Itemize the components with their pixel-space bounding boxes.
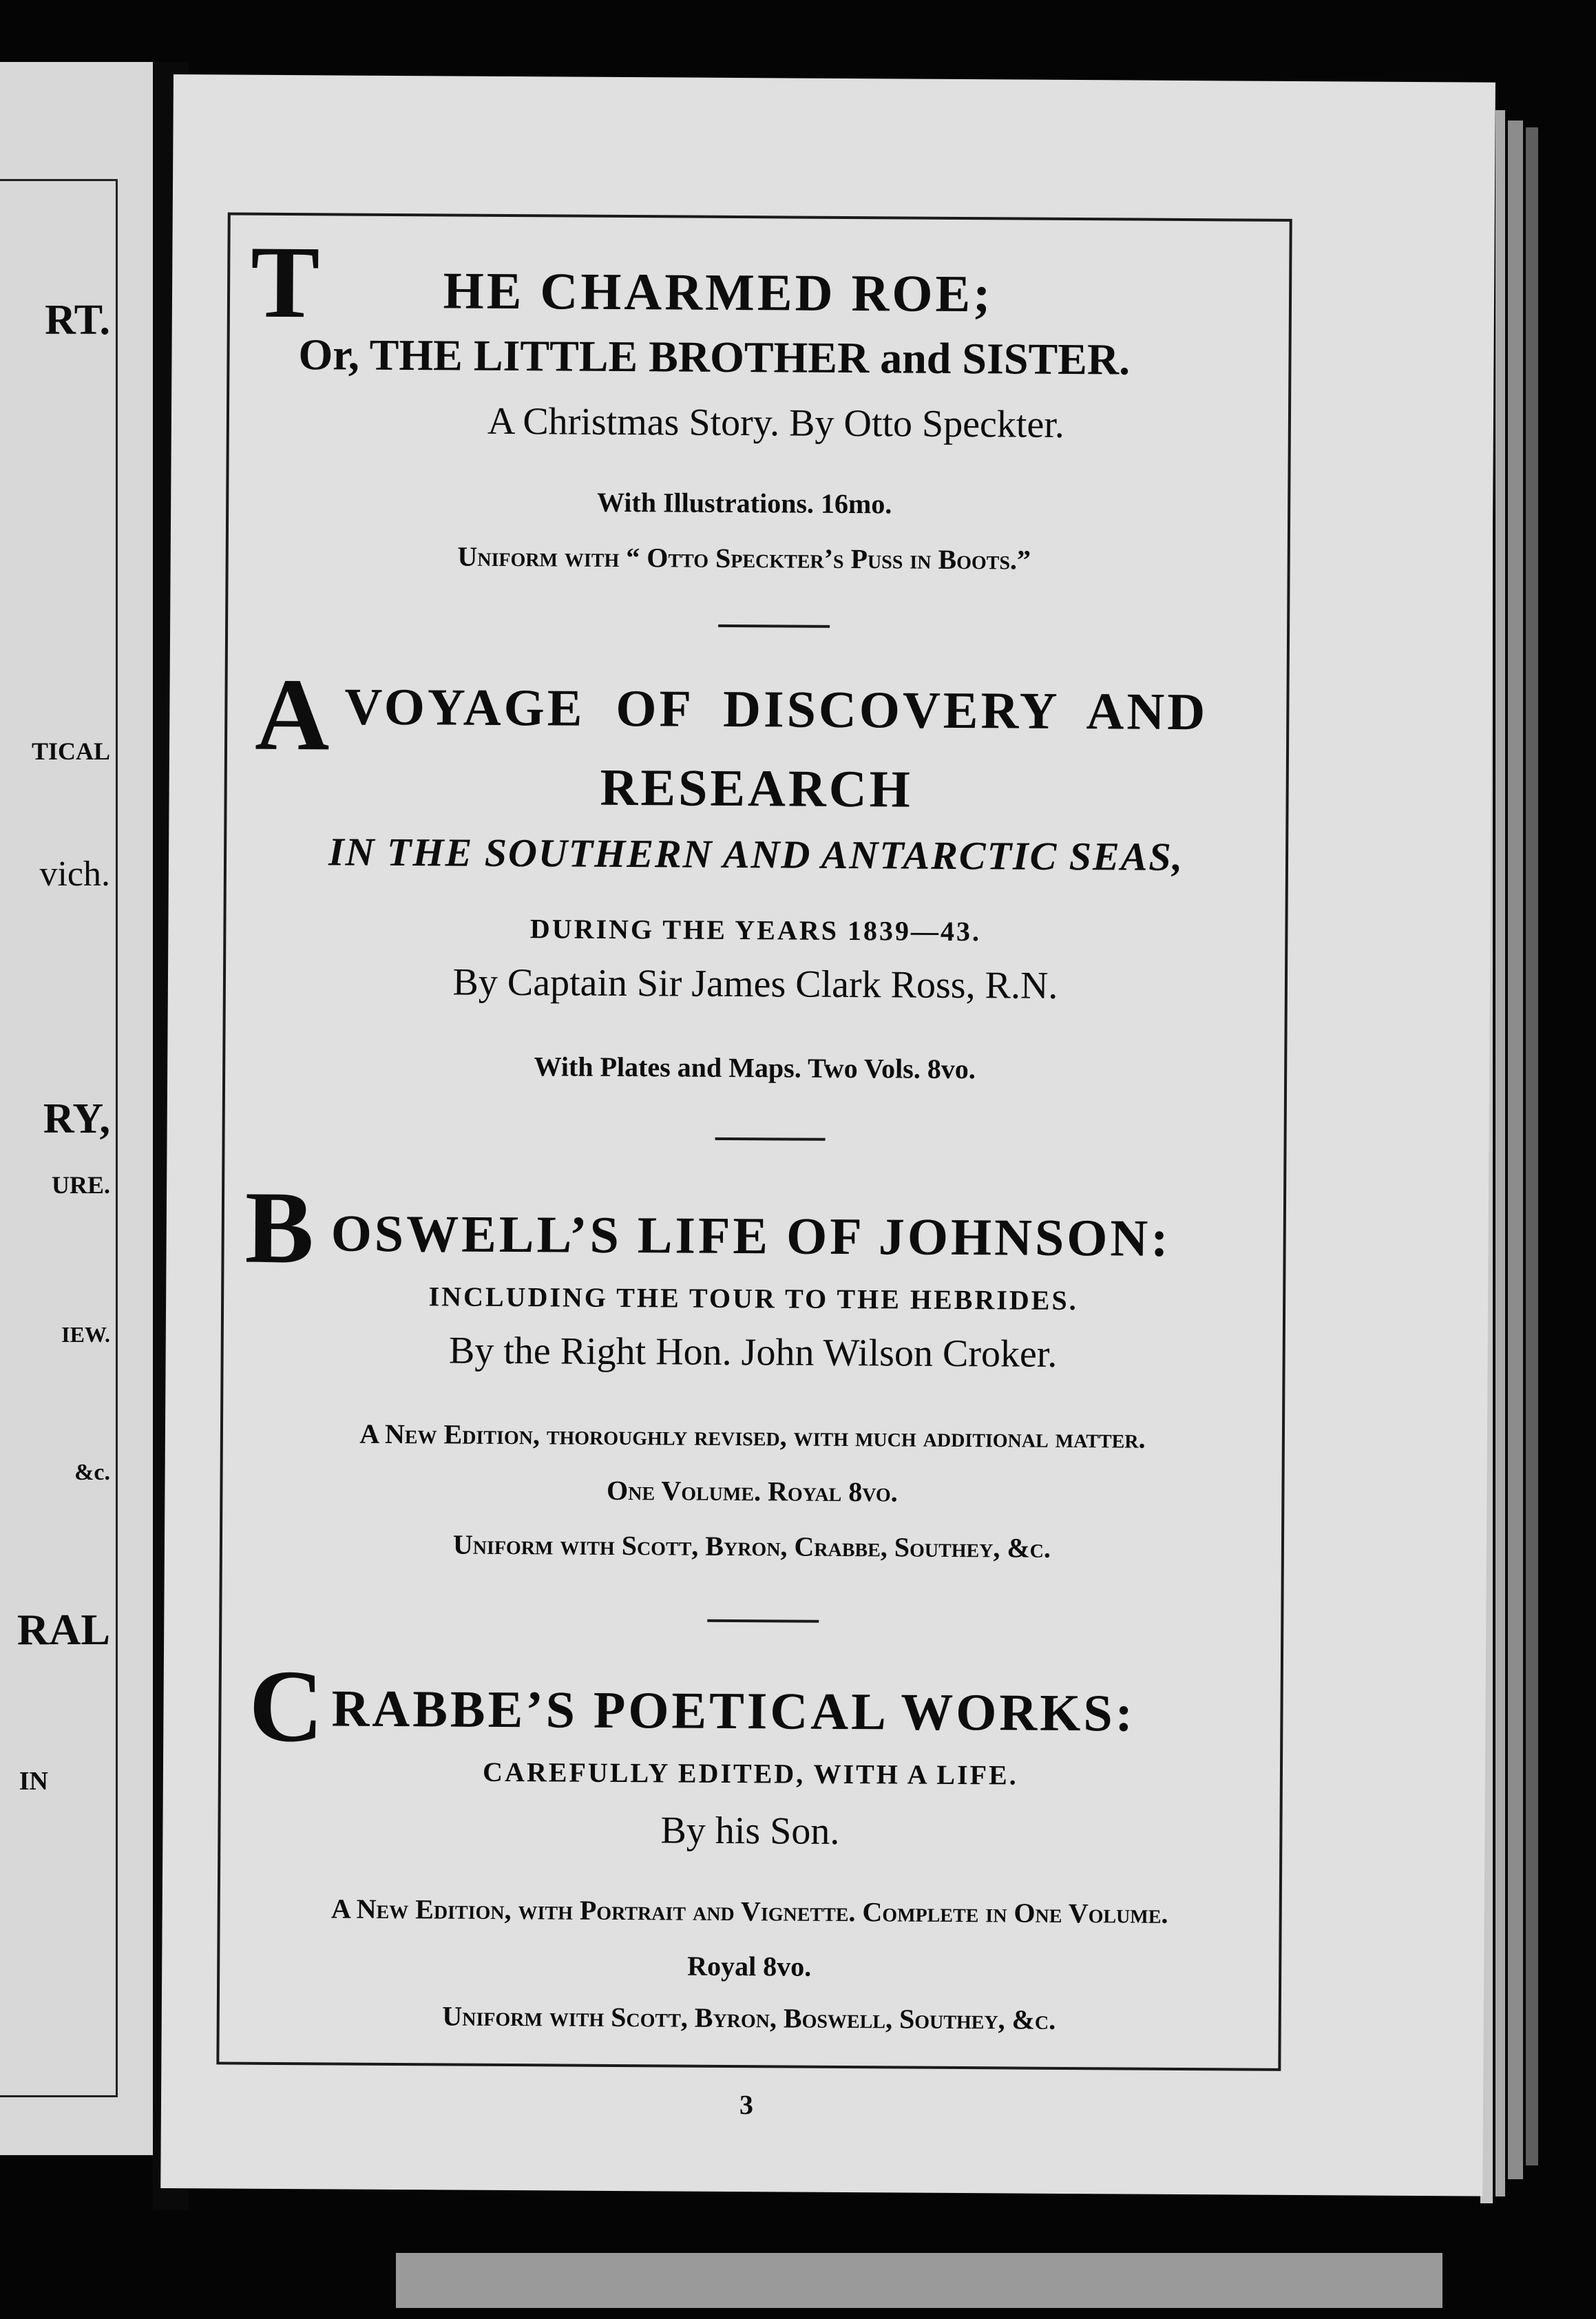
- advert-title: OSWELL’S LIFE OF JOHNSON:: [330, 1204, 1171, 1268]
- left-fragment: IN: [19, 1767, 48, 1796]
- advert-subtitle: CAREFULLY EDITED, WITH A LIFE.: [482, 1756, 1018, 1791]
- left-fragment: RY,: [43, 1095, 110, 1142]
- advert-details: With Plates and Maps. Two Vols. 8vo.: [534, 1051, 976, 1085]
- advert-author: By Captain Sir James Clark Ross, R.N.: [452, 961, 1058, 1007]
- advert-years: DURING THE YEARS 1839—43.: [529, 913, 982, 947]
- drop-cap: T: [250, 224, 320, 340]
- left-fragment: TICAL: [31, 737, 110, 765]
- advert-title: HE CHARMED ROE;: [443, 262, 994, 324]
- drop-cap: C: [249, 1648, 324, 1764]
- advertisement-page: [160, 74, 1495, 2196]
- advert-uniform: Uniform with Scott, Byron, Crabbe, Southey, &c.: [452, 1529, 1051, 1564]
- left-fragment: vich.: [39, 854, 110, 894]
- advert-format: One Volume. Royal 8vo.: [607, 1474, 898, 1508]
- advert-uniform: Uniform with Scott, Byron, Boswell, Southey, &c.: [442, 2000, 1056, 2035]
- left-fragment: RT.: [45, 297, 110, 344]
- drop-cap: A: [254, 657, 330, 773]
- advert-title: VOYAGE OF DISCOVERY AND: [344, 678, 1208, 742]
- left-fragment: RAL: [17, 1605, 110, 1654]
- advert-author-line: A Christmas Story. By Otto Speckter.: [487, 399, 1065, 446]
- left-fragment: IEW.: [61, 1322, 110, 1347]
- advert-author: By his Son.: [660, 1809, 840, 1853]
- page-frame: [216, 212, 1292, 2070]
- advert-subtitle: Or, THE LITTLE BROTHER and SISTER.: [298, 330, 1131, 384]
- advert-edition: A New Edition, with Portrait and Vignette. Complete in One Volume.: [330, 1893, 1168, 1929]
- advert-uniform: Uniform with “ Otto Speckter’s Puss in Boots.”: [457, 541, 1031, 576]
- page-bottom-strip: [396, 2253, 1442, 2308]
- advert-italic-subtitle: IN THE SOUTHERN AND ANTARCTIC SEAS,: [328, 829, 1184, 879]
- section-rule: [707, 1619, 819, 1623]
- advert-title-line2: RESEARCH: [600, 758, 914, 819]
- left-page-fragment: [0, 62, 153, 2155]
- left-fragment: URE.: [51, 1171, 110, 1199]
- section-rule: [718, 625, 830, 628]
- drop-cap: B: [244, 1170, 315, 1286]
- page-edge: [1495, 110, 1505, 2196]
- advert-subtitle: INCLUDING THE TOUR TO THE HEBRIDES.: [428, 1281, 1078, 1316]
- page-edge: [1508, 120, 1523, 2179]
- page-number: 3: [739, 2089, 754, 2121]
- advert-author: By the Right Hon. John Wilson Croker.: [448, 1329, 1058, 1376]
- left-fragment: &c.: [74, 1460, 110, 1485]
- section-rule: [715, 1137, 826, 1141]
- advert-format: Royal 8vo.: [687, 1950, 812, 1982]
- page-edge: [1526, 127, 1538, 2165]
- advert-charmed-roe: [231, 216, 1290, 576]
- advert-title: RABBE’S POETICAL WORKS:: [331, 1679, 1136, 1743]
- advert-details: With Illustrations. 16mo.: [596, 486, 892, 520]
- advert-edition: A New Edition, thoroughly revised, with much additional matter.: [359, 1418, 1146, 1454]
